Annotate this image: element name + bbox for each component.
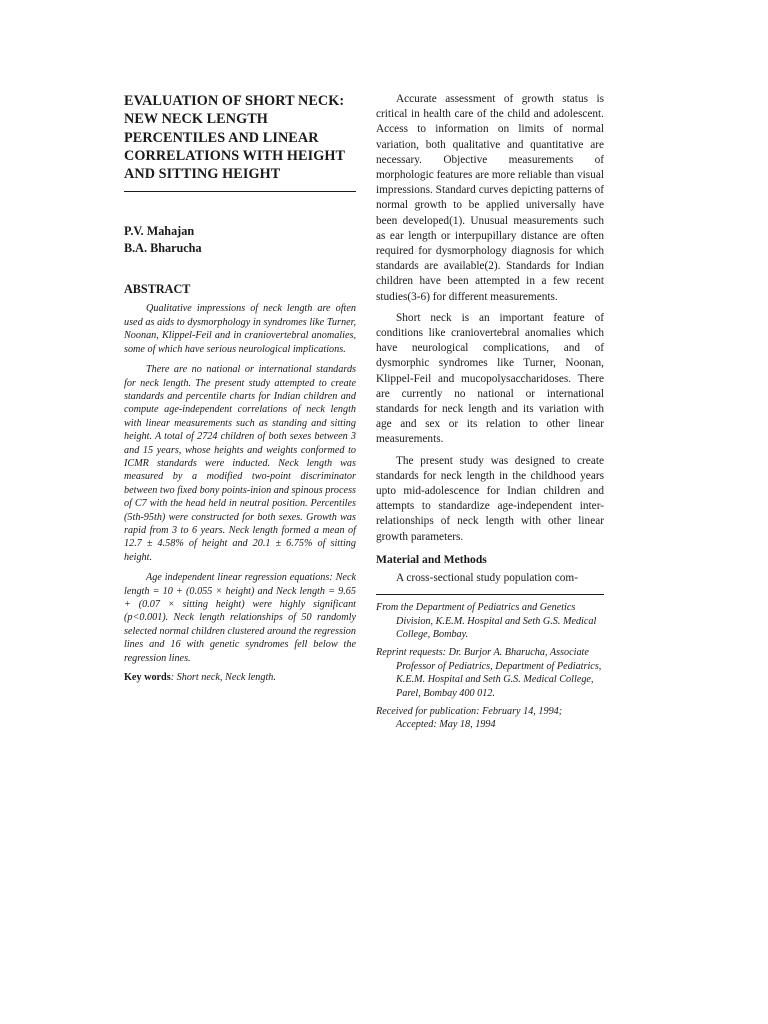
body-paragraph: Accurate assessment of growth status is critical in health care of the child and adolescent. Access to information on limits of normal variation, both qualitative and quantitative are necessary. Objective measurements of morphologic features are more reliable than visual impressions. Standard curves depicting patterns of normal growth to be applied universally have been developed(1). Unusual measurements such as ear length or interpupillary distance are often required for dysmorphology diagnosis for which standards are available(2). Standards for Indian children have been attempted in a few recent studies(3-6) for different measurements. [376,93,604,303]
abstract-paragraph: Qualitative impressions of neck length are often used as aids to dysmorphology in syndromes like Turner, Noonan, Klippel-Feil and in craniovertebral anomalies, some of which have serious neurological implications. [124,303,356,355]
abstract-paragraph: There are no national or international standards for neck length. The present study attempted to create standards and percentile charts for Indian children and compute age-independent correlations of neck length with linear measurements such as standing and sitting height. A total of 2724 children of both sexes between 3 and 15 years, whose heights and weights conformed to ICMR standards were inducted. Neck length was measured by a modified two-point discriminator between two fixed bony points-inion and spinous process of C7 with the head held in neutral position. Percentiles (5th-95th) were constructed for both sexes. Growth was rapid from 3 to 6 years. Neck length formed a mean of 12.7 ± 4.58% of height and 20.1 ± 6.75% of sitting height. [124,364,356,563]
body-paragraph: A cross-sectional study population com- [396,571,578,584]
section-heading: Material and Methods [376,552,487,566]
body-paragraph: Short neck is an important feature of conditions like craniovertebral anomalies which have neurological complications, and of dysmorphic syndromes like Turner, Noonan, Klippel-Feil and mucopolysaccharidoses. There are currently no national or international standards for neck length and its variation with age and sex or its relation to other linear measurements. [376,311,604,446]
abstract-paragraph: Age independent linear regression equations: Neck length = 10 + (0.055 × height) and Neck length = 9.65 + (0.07 × sitting height) were highly significant (p<0.001). Neck length relationships of 50 randomly selected normal children clustered around the regression lines and 16 with genetic syndromes fell below the regression lines. [124,572,356,664]
title-divider [124,191,356,192]
keywords-text: : Short neck, Neck length. [170,672,276,684]
left-column [124,92,356,683]
abstract-heading: ABSTRACT [124,282,191,297]
author-list [124,223,356,257]
body-paragraph: The present study was designed to create standards for neck length in the childhood years upto mid-adolescence for Indian children and attempts to standardize age-independent inter-relationships of neck length with other linear growth parameters. [376,454,604,543]
right-column [376,92,604,737]
author-name: B.A. Bharucha [124,241,202,256]
footnote-reprint: Reprint requests: Dr. Burjor A. Bharucha, Associate Professor of Pediatrics, Department of Pediatrics, K.E.M. Hospital and Seth G.S. Medical College, Parel, Bombay 400 012. [376,647,602,699]
article-title: EVALUATION OF SHORT NECK: NEW NECK LENGTH PERCENTILES AND LINEAR CORRELATIONS WITH HEIGHT AND SITTING HEIGHT [124,93,345,183]
footnote-divider [376,594,604,595]
keywords [124,672,356,683]
keywords-label: Key words [124,672,171,684]
footnote-affiliation: From the Department of Pediatrics and Genetics Division, K.E.M. Hospital and Seth G.S. Medical College, Bombay. [376,602,597,640]
footnote-dates: Received for publication: February 14, 1994; Accepted: May 18, 1994 [376,705,563,731]
author-name: P.V. Mahajan [124,224,195,239]
